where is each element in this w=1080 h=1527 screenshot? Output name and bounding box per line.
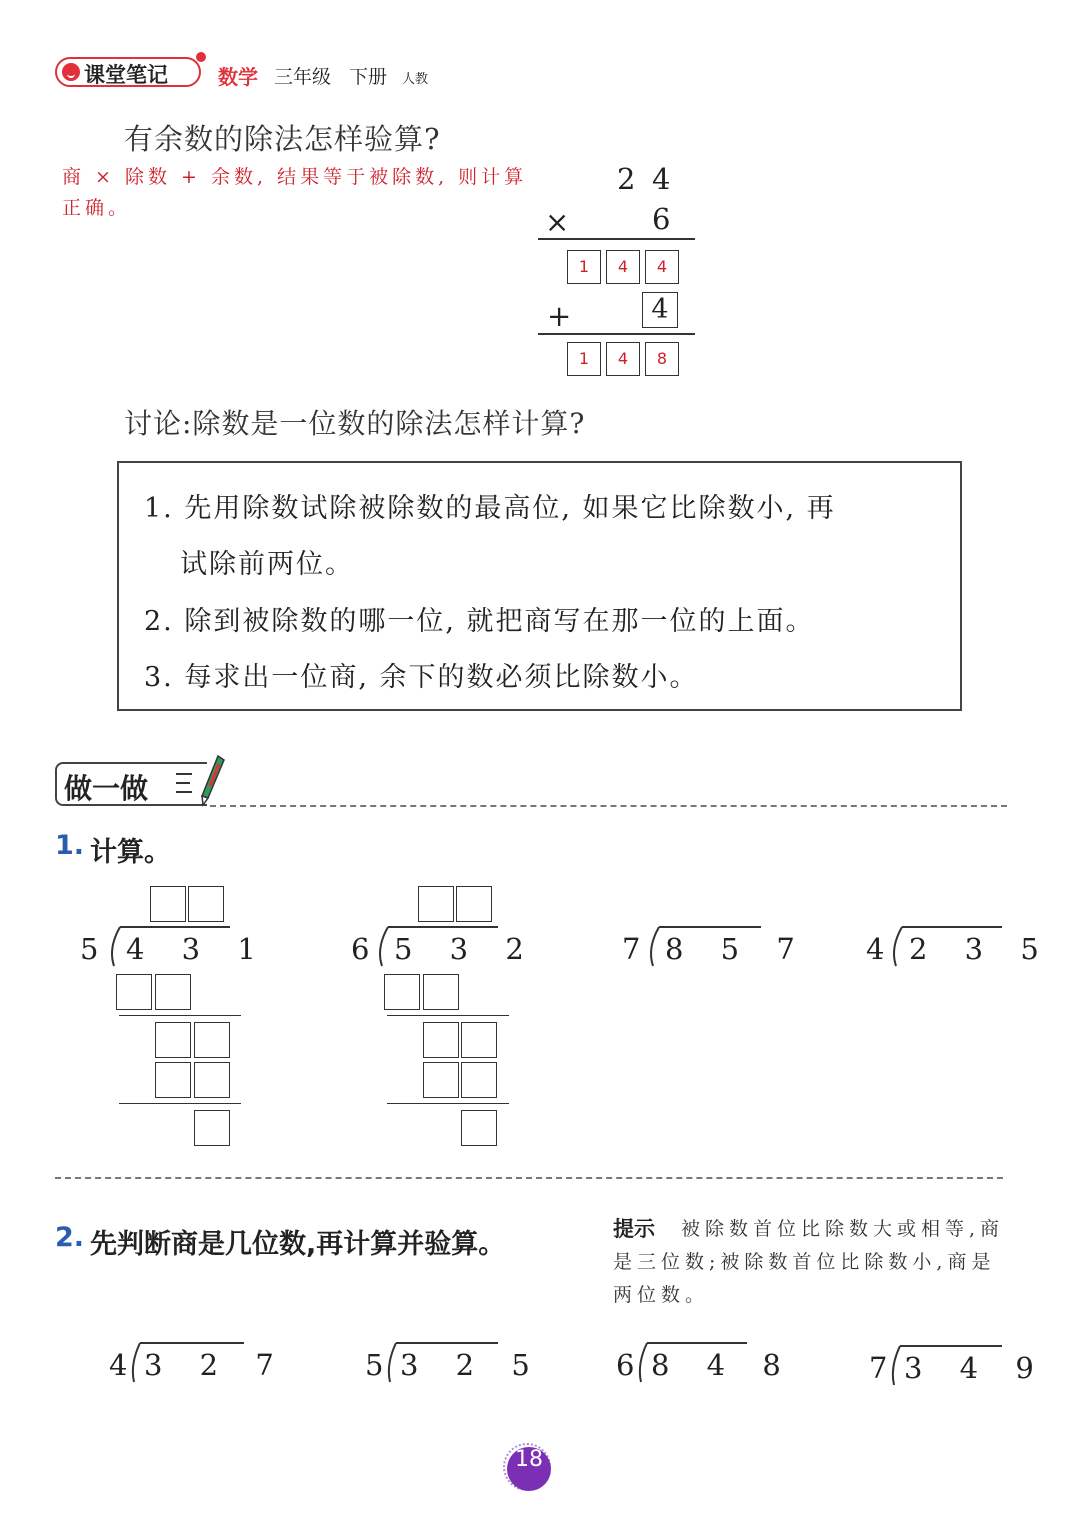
quotient-box[interactable] bbox=[456, 886, 492, 922]
divisor: 7 bbox=[622, 932, 641, 966]
work-box[interactable] bbox=[194, 1062, 230, 1098]
dividend: 8 4 8 bbox=[651, 1348, 795, 1382]
remainder-box: 4 bbox=[642, 292, 678, 328]
divisor: 7 bbox=[869, 1351, 888, 1385]
divisor: 5 bbox=[80, 932, 99, 966]
subtraction-rule bbox=[119, 1103, 241, 1104]
smiley-icon bbox=[62, 63, 80, 81]
plus-sign: + bbox=[547, 299, 572, 333]
dividend: 3 4 9 bbox=[904, 1351, 1048, 1385]
dividend: 3 2 5 bbox=[400, 1348, 544, 1382]
discussion-title: 讨论:除数是一位数的除法怎样计算? bbox=[124, 407, 586, 440]
work-box[interactable] bbox=[461, 1022, 497, 1058]
subtraction-rule bbox=[387, 1015, 509, 1016]
check-note: 商 × 除数 + 余数, 结果等于被除数, 则计算正确。 bbox=[62, 166, 528, 219]
hint-label: 提示 bbox=[613, 1213, 661, 1243]
header-subject: 数学 bbox=[218, 65, 258, 89]
quotient-box[interactable] bbox=[418, 886, 454, 922]
hint-text: 被除数首位比除数大或相等,商是三位数;被除数首位比除数小,商是两位数。 bbox=[613, 1218, 1005, 1306]
sum-box: 8 bbox=[645, 342, 679, 376]
sum-box: 1 bbox=[567, 342, 601, 376]
quotient-box[interactable] bbox=[150, 886, 186, 922]
rule-item: 2. 除到被除数的哪一位, 就把商写在那一位的上面。 bbox=[144, 606, 815, 637]
rule-item: 3. 每求出一位商, 余下的数必须比除数小。 bbox=[144, 662, 699, 693]
subtraction-rule bbox=[119, 1015, 241, 1016]
work-box[interactable] bbox=[194, 1022, 230, 1058]
remainder-box[interactable] bbox=[461, 1110, 497, 1146]
work-box[interactable] bbox=[155, 1022, 191, 1058]
question-text: 计算。 bbox=[90, 837, 171, 868]
times-sign: × bbox=[545, 205, 570, 239]
pin-icon bbox=[196, 52, 206, 62]
rule-item-continued: 试除前两位。 bbox=[180, 549, 354, 580]
work-box[interactable] bbox=[155, 974, 191, 1010]
question-number: 1. bbox=[55, 830, 85, 861]
divisor: 6 bbox=[351, 932, 370, 966]
multiplicand-digit: 2 bbox=[617, 162, 636, 196]
dividend: 2 3 5 bbox=[909, 932, 1053, 966]
product-box: 1 bbox=[567, 250, 601, 284]
work-box[interactable] bbox=[384, 974, 420, 1010]
dividend: 4 3 1 bbox=[126, 932, 270, 966]
question-divider bbox=[55, 1177, 1003, 1179]
subtraction-rule bbox=[387, 1103, 509, 1104]
question-number: 2. bbox=[55, 1222, 85, 1253]
divisor: 5 bbox=[365, 1348, 384, 1382]
sum-rule bbox=[538, 333, 695, 335]
check-question: 有余数的除法怎样验算? bbox=[124, 122, 441, 156]
page-number: 18 bbox=[507, 1447, 551, 1491]
product-box: 4 bbox=[606, 250, 640, 284]
dividend: 3 2 7 bbox=[144, 1348, 288, 1382]
multiplicand-digit: 4 bbox=[652, 162, 671, 196]
header-badge-label: 课堂笔记 bbox=[84, 63, 168, 87]
work-box[interactable] bbox=[155, 1062, 191, 1098]
pen-icon bbox=[170, 752, 230, 808]
header-grade: 三年级 bbox=[274, 66, 332, 88]
remainder-box[interactable] bbox=[194, 1110, 230, 1146]
work-box[interactable] bbox=[116, 974, 152, 1010]
dividend: 8 5 7 bbox=[665, 932, 809, 966]
product-rule bbox=[538, 238, 695, 240]
rule-item: 1. 先用除数试除被除数的最高位, 如果它比除数小, 再 bbox=[144, 493, 836, 524]
section-title: 做一做 bbox=[64, 772, 149, 805]
product-box: 4 bbox=[645, 250, 679, 284]
divisor: 4 bbox=[866, 932, 885, 966]
work-box[interactable] bbox=[423, 974, 459, 1010]
work-box[interactable] bbox=[423, 1062, 459, 1098]
dividend: 5 3 2 bbox=[394, 932, 538, 966]
divisor: 6 bbox=[616, 1348, 635, 1382]
header-volume: 下册 bbox=[349, 66, 388, 88]
section-divider bbox=[210, 805, 1007, 807]
header-publisher: 人教 bbox=[402, 72, 429, 87]
work-box[interactable] bbox=[461, 1062, 497, 1098]
multiplier: 6 bbox=[652, 202, 671, 236]
question-text: 先判断商是几位数,再计算并验算。 bbox=[90, 1229, 506, 1260]
work-box[interactable] bbox=[423, 1022, 459, 1058]
divisor: 4 bbox=[109, 1348, 128, 1382]
sum-box: 4 bbox=[606, 342, 640, 376]
quotient-box[interactable] bbox=[188, 886, 224, 922]
